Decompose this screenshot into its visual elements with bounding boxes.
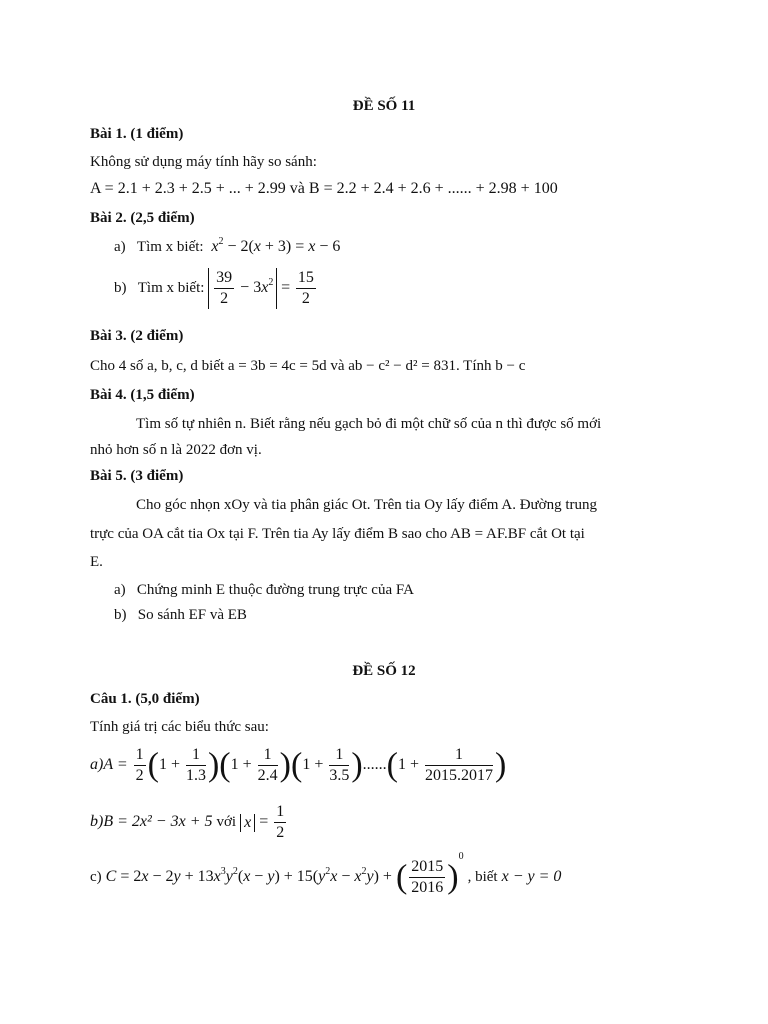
c1c-biet: , biết — [467, 869, 498, 886]
c1c-condition: x − y = 0 — [501, 868, 562, 886]
c1-text: Tính giá trị các biểu thức sau: — [90, 719, 269, 735]
b2a-item — [114, 238, 768, 256]
b1-heading: Bài 1. (1 điểm) — [90, 126, 184, 142]
b5a-item — [114, 581, 768, 599]
b1-math: A = 2.1 + 2.3 + 2.5 + ... + 2.99 và B = 2.2 + 2.4 + 2.6 + ...... + 2.98 + 100 — [90, 180, 558, 197]
c1c-expression: c) $C = 2x - 2y + 13x^3y^2(x - y) + 15(y^2x - x^2y)$ + ( $\frac{2015}{2016}$ )$^0$ , biết x − y = 0 — [90, 851, 562, 896]
b2-heading: Bài 2. (2,5 điểm) — [90, 210, 195, 226]
b2a-equation: $x^2 - 2(x + 3) = x - 6$ — [211, 236, 341, 255]
c1b-expression: b)B = 2x² − 3x + 5 với x = $\frac{1}{2}$ — [90, 803, 285, 841]
b2a-label: a) — [114, 239, 126, 255]
page-title-de11: ĐỀ SỐ 11 — [352, 98, 416, 114]
b2b-text: Tìm x biết: — [137, 279, 205, 296]
b2b-item: b) Tìm x biết: $\frac{39}{2}$ − $3x^2$ = $\frac{15}{2}$ — [114, 269, 314, 307]
b2b-abs-expression: $\frac{39}{2}$ − $3x^2$ — [208, 268, 277, 309]
b4-line1: Tìm số tự nhiên n. Biết rằng nếu gạch bỏ đi một chữ số của n thì được số mới — [136, 416, 602, 432]
c1c-label: c) — [90, 869, 102, 886]
b3-text: Cho 4 số a, b, c, d biết a = 3b = 4c = 5d và ab − c² − d² = 831. Tính b − c — [90, 358, 526, 374]
page-title-de12: ĐỀ SỐ 12 — [352, 663, 416, 679]
b5a-label: a) — [114, 582, 126, 598]
b4-heading: Bài 4. (1,5 điểm) — [90, 387, 195, 403]
b2a-text: Tìm x biết: — [136, 239, 204, 255]
b2b-label: b) — [114, 279, 127, 296]
b3-heading: Bài 3. (2 điểm) — [90, 328, 184, 344]
b5-line1: Cho góc nhọn xOy và tia phân giác Ot. Trên tia Oy lấy điểm A. Đường trung — [136, 497, 598, 513]
b5b-item — [114, 606, 768, 624]
c1b-label: b)B = 2x² − 3x + 5 — [90, 813, 213, 831]
c1a-expression: a)A = $\frac{1}{2}$ (1 + $\frac{1}{1.3}$ )(1 + $\frac{1}{2.4}$ )(1 + $\frac{1}{3.5}$ )......(1 + $\frac{1}{2015.2017}$ ) — [90, 746, 507, 784]
b5b-label: b) — [114, 607, 127, 623]
b4-line2: nhỏ hơn số n là 2022 đơn vị. — [90, 442, 262, 458]
b1-text: Không sử dụng máy tính hãy so sánh: — [90, 154, 317, 170]
c1b-voi: với — [216, 814, 237, 831]
b5a-text: Chứng minh E thuộc đường trung trực của FA — [136, 582, 414, 598]
b5-line3: E. — [90, 554, 103, 570]
c1a-label: a)A = — [90, 756, 132, 774]
b5-line2: trực của OA cắt tia Ox tại F. Trên tia Ay lấy điểm B sao cho AB = AF.BF cắt Ot tại — [90, 526, 585, 542]
b5-heading: Bài 5. (3 điểm) — [90, 468, 184, 484]
b5b-text: So sánh EF và EB — [137, 607, 247, 623]
c1-heading: Câu 1. (5,0 điểm) — [90, 691, 200, 707]
